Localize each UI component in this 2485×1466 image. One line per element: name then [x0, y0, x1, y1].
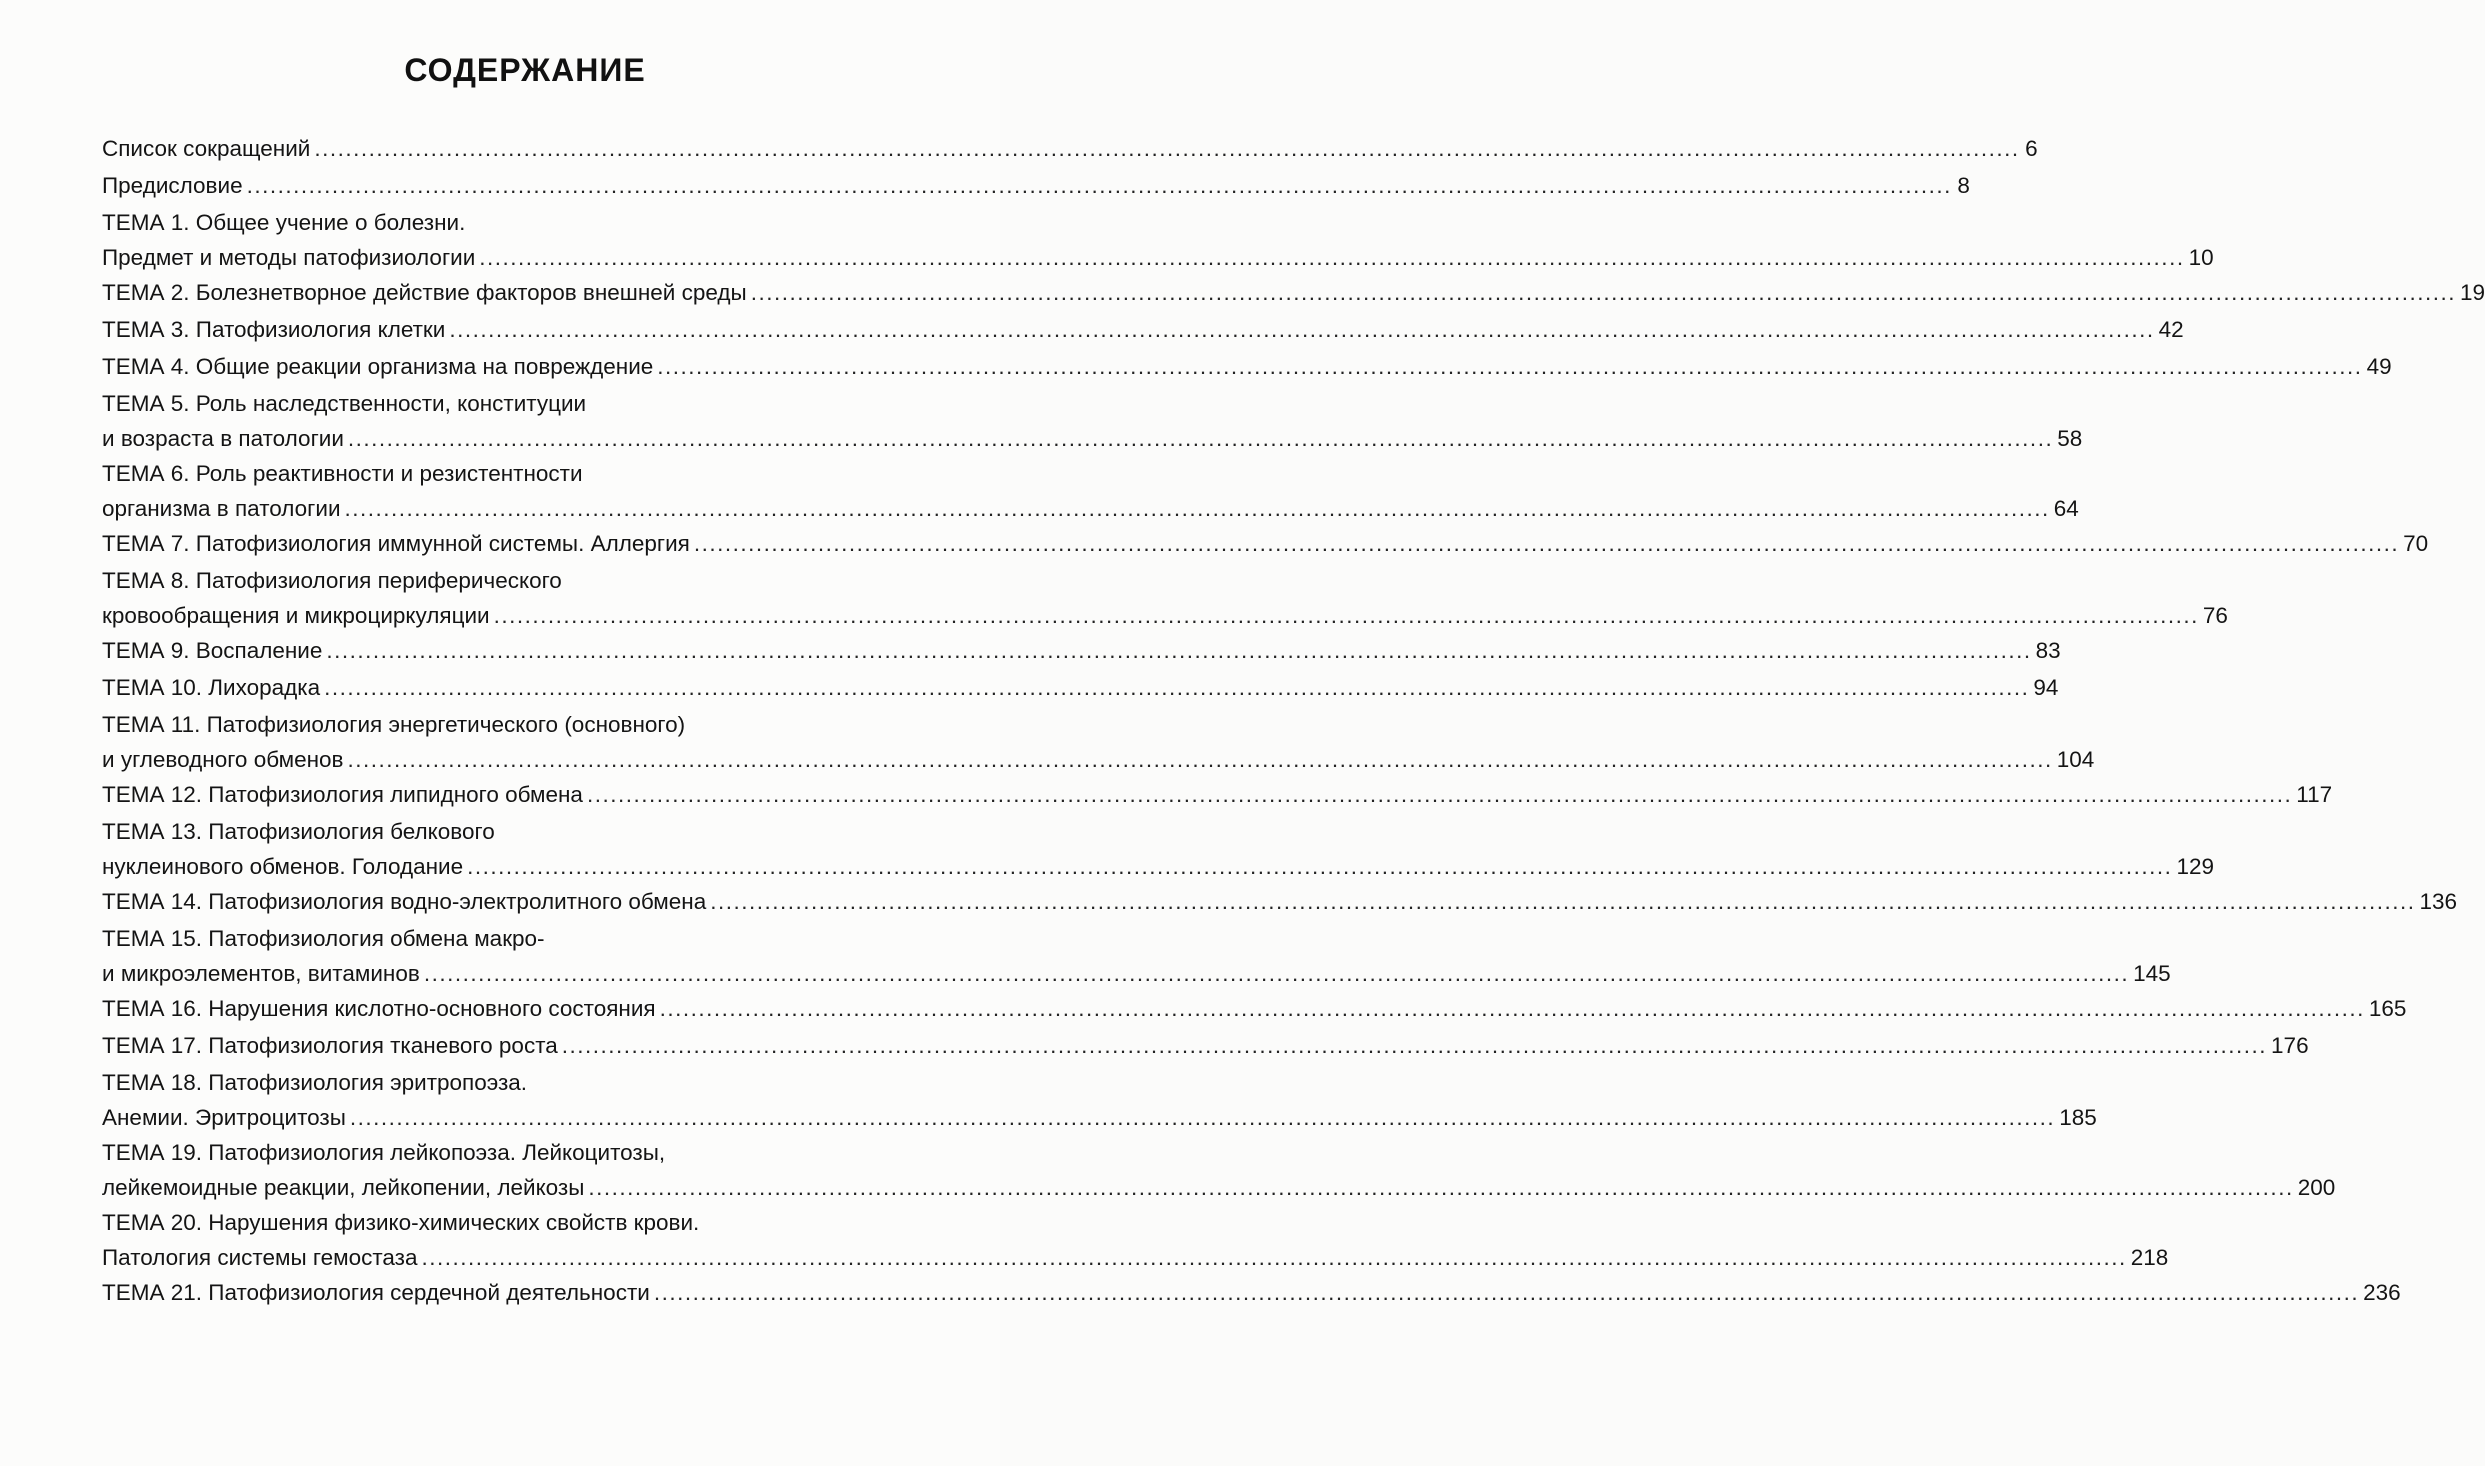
toc-entry-line: [102, 884, 2458, 921]
toc-entry-line: [102, 1135, 932, 1170]
toc-page-number: 176: [2271, 1033, 2309, 1058]
toc-entry[interactable]: [102, 131, 2038, 168]
toc-entry[interactable]: [102, 349, 2392, 386]
toc-page-number: 129: [2176, 854, 2214, 879]
toc-entry-title: ТЕМА 4. Общие реакции организма на повреждение: [102, 354, 654, 379]
dot-leader: ............................................................................................................................................................................................................................: [349, 1105, 2056, 1130]
toc-entry-line: [102, 168, 1970, 205]
dot-leader: ............................................................................................................................................................................................................................: [586, 782, 2293, 807]
dot-leader: ............................................................................................................................................................................................................................: [493, 603, 2199, 628]
toc-entry-title: ТЕМА 18. Патофизиология эритропоэза.: [102, 1070, 528, 1095]
dot-leader: ............................................................................................................................................................................................................................: [324, 675, 2030, 700]
toc-entry[interactable]: [102, 275, 2485, 312]
toc-entry-title: ТЕМА 1. Общее учение о болезни.: [102, 210, 466, 235]
toc-page-number: 8: [1957, 173, 1970, 198]
toc-entry-title: Предмет и методы патофизиологии: [102, 245, 476, 270]
toc-entry-line: [102, 1170, 2336, 1205]
toc-page-number: 10: [2188, 245, 2214, 270]
toc-entry[interactable]: [102, 670, 2059, 707]
toc-entry-line: [102, 240, 2214, 275]
toc-entry-title: ТЕМА 12. Патофизиология липидного обмена: [102, 782, 583, 807]
toc-entry-title: ТЕМА 5. Роль наследственности, конституции: [102, 391, 587, 416]
toc-entry[interactable]: [102, 991, 2407, 1028]
toc-entry-title: ТЕМА 8. Патофизиология периферического: [102, 568, 562, 593]
toc-entry-line: [102, 777, 2333, 814]
toc-entry[interactable]: [102, 386, 2083, 456]
dot-leader: ............................................................................................................................................................................................................................: [693, 531, 2400, 556]
toc-entry[interactable]: [102, 1205, 2169, 1275]
toc-entry-line: [102, 205, 932, 240]
toc-page-number: 117: [2296, 782, 2333, 807]
toc-page-number: 104: [2056, 747, 2095, 772]
toc-entry-line: [102, 742, 2095, 777]
toc-entry-title: ТЕМА 20. Нарушения физико-химических свойств крови.: [102, 1210, 700, 1235]
toc-page-number: 185: [2059, 1105, 2097, 1130]
toc-page-number: 200: [2297, 1175, 2336, 1200]
toc-entry[interactable]: [102, 1135, 2336, 1205]
dot-leader: ............................................................................................................................................................................................................................: [347, 426, 2054, 451]
toc-page-number: 136: [2419, 889, 2458, 914]
toc-entry-line: [102, 1275, 2401, 1312]
toc-entry[interactable]: [102, 1065, 2097, 1135]
toc-entry-title: ТЕМА 15. Патофизиология обмена макро-: [102, 926, 545, 951]
toc-page-number: 165: [2368, 996, 2407, 1021]
toc-entry-line: [102, 707, 932, 742]
dot-leader: ............................................................................................................................................................................................................................: [344, 496, 2050, 521]
toc-entry-line: [102, 312, 2184, 349]
toc-entry-line: [102, 670, 2059, 707]
dot-leader: ............................................................................................................................................................................................................................: [653, 1280, 2360, 1305]
toc-entry-title: Список сокращений: [102, 136, 311, 161]
toc-page-number: 145: [2133, 961, 2171, 986]
toc-entry[interactable]: [102, 168, 1970, 205]
toc-entry-line: [102, 814, 932, 849]
toc-entry-line: [102, 1100, 2097, 1135]
dot-leader: ............................................................................................................................................................................................................................: [347, 747, 2053, 772]
toc-entry-title: и возраста в патологии: [102, 426, 344, 451]
toc-entry-line: [102, 563, 932, 598]
toc-entry-title: ТЕМА 13. Патофизиология белкового: [102, 819, 495, 844]
toc-page-number: 94: [2033, 675, 2059, 700]
toc-entry-line: [102, 456, 932, 491]
toc-entry-title: лейкемоидные реакции, лейкопении, лейкозы: [102, 1175, 585, 1200]
toc-entry-title: Предисловие: [102, 173, 243, 198]
toc-entry-title: ТЕМА 11. Патофизиология энергетического (основного): [102, 712, 686, 737]
toc-page-number: 70: [2403, 531, 2429, 556]
toc-entry[interactable]: [102, 563, 2228, 633]
toc-entry-title: Патология системы гемостаза: [102, 1245, 418, 1270]
toc-entry-title: нуклеинового обменов. Голодание: [102, 854, 464, 879]
dot-leader: ............................................................................................................................................................................................................................: [657, 354, 2363, 379]
toc-entry-line: [102, 421, 2083, 456]
toc-entry-line: [102, 991, 2407, 1028]
toc-entry[interactable]: [102, 633, 2061, 670]
toc-entry-line: [102, 386, 932, 421]
toc-entry-title: Анемии. Эритроцитозы: [102, 1105, 346, 1130]
toc-page-number: 42: [2158, 317, 2184, 342]
toc-entry-line: [102, 956, 2171, 991]
toc-entry[interactable]: [102, 814, 2214, 884]
toc-entry-line: [102, 1028, 2309, 1065]
toc-entry-line: [102, 349, 2392, 386]
toc-page-number: 236: [2363, 1280, 2401, 1305]
dot-leader: ............................................................................................................................................................................................................................: [710, 889, 2416, 914]
toc-entry-title: ТЕМА 16. Нарушения кислотно-основного состояния: [102, 996, 656, 1021]
toc-page-number: 58: [2057, 426, 2083, 451]
toc-entry-title: и микроэлементов, витаминов: [102, 961, 420, 986]
toc-entry-title: ТЕМА 19. Патофизиология лейкопоэза. Лейкоцитозы,: [102, 1140, 666, 1165]
toc-entry-title: и углеводного обменов: [102, 747, 344, 772]
toc-entry[interactable]: [102, 1275, 2401, 1312]
toc-entry[interactable]: [102, 884, 2458, 921]
toc-entry-line: [102, 491, 2079, 526]
dot-leader: ............................................................................................................................................................................................................................: [467, 854, 2173, 879]
dot-leader: ............................................................................................................................................................................................................................: [659, 996, 2365, 1021]
page-title: СОДЕРЖАНИЕ: [404, 52, 646, 88]
dot-leader: ............................................................................................................................................................................................................................: [449, 317, 2155, 342]
toc-entry-title: ТЕМА 6. Роль реактивности и резистентности: [102, 461, 583, 486]
dot-leader: ............................................................................................................................................................................................................................: [421, 1245, 2127, 1270]
dot-leader: ............................................................................................................................................................................................................................: [750, 280, 2456, 305]
dot-leader: ............................................................................................................................................................................................................................: [561, 1033, 2268, 1058]
toc-entry-line: [102, 598, 2228, 633]
toc-entry-line: [102, 526, 2429, 563]
toc-page-number: 76: [2202, 603, 2228, 628]
toc-entry[interactable]: [102, 526, 2429, 563]
dot-leader: ............................................................................................................................................................................................................................: [588, 1175, 2294, 1200]
toc-entry-title: ТЕМА 17. Патофизиология тканевого роста: [102, 1033, 558, 1058]
toc-entry[interactable]: [102, 707, 2095, 777]
toc-entry[interactable]: [102, 205, 2214, 275]
toc-entry-line: [102, 1240, 2169, 1275]
toc-entry-line: [102, 1065, 932, 1100]
toc-entry-line: [102, 275, 2485, 312]
toc-entry-line: [102, 633, 2061, 670]
toc-entry-line: [102, 131, 2038, 168]
toc-entry[interactable]: [102, 312, 2184, 349]
toc-entry-title: ТЕМА 2. Болезнетворное действие факторов внешней среды: [102, 280, 747, 305]
toc-entry-title: ТЕМА 14. Патофизиология водно-электролитного обмена: [102, 889, 707, 914]
toc-page-number: 49: [2366, 354, 2392, 379]
toc-page-number: 6: [2025, 136, 2038, 161]
toc-entry[interactable]: [102, 777, 2333, 814]
toc-entry[interactable]: [102, 456, 2079, 526]
toc-entry-title: ТЕМА 9. Воспаление: [102, 638, 323, 663]
dot-leader: ............................................................................................................................................................................................................................: [314, 136, 2020, 161]
toc-page-number: 218: [2130, 1245, 2169, 1270]
toc-entry-title: ТЕМА 7. Патофизиология иммунной системы. Аллергия: [102, 531, 690, 556]
toc-page-number: 19: [2459, 280, 2485, 305]
toc-entry-line: [102, 921, 932, 956]
toc-entry-title: ТЕМА 21. Патофизиология сердечной деятельности: [102, 1280, 650, 1305]
dot-leader: ............................................................................................................................................................................................................................: [479, 245, 2185, 270]
dot-leader: ............................................................................................................................................................................................................................: [326, 638, 2032, 663]
toc-entry-title: ТЕМА 3. Патофизиология клетки: [102, 317, 446, 342]
toc-entry-line: [102, 849, 2214, 884]
toc-page-number: 64: [2053, 496, 2079, 521]
toc-entry[interactable]: [102, 921, 2171, 991]
toc-entry-title: организма в патологии: [102, 496, 341, 521]
toc-entry-title: ТЕМА 10. Лихорадка: [102, 675, 321, 700]
toc-entry[interactable]: [102, 1028, 2309, 1065]
dot-leader: ............................................................................................................................................................................................................................: [246, 173, 1952, 198]
toc-page-number: 83: [2035, 638, 2061, 663]
toc-entry-title: кровообращения и микроциркуляции: [102, 603, 490, 628]
table-of-contents: [102, 131, 2485, 1312]
dot-leader: ............................................................................................................................................................................................................................: [423, 961, 2130, 986]
toc-entry-line: [102, 1205, 932, 1240]
